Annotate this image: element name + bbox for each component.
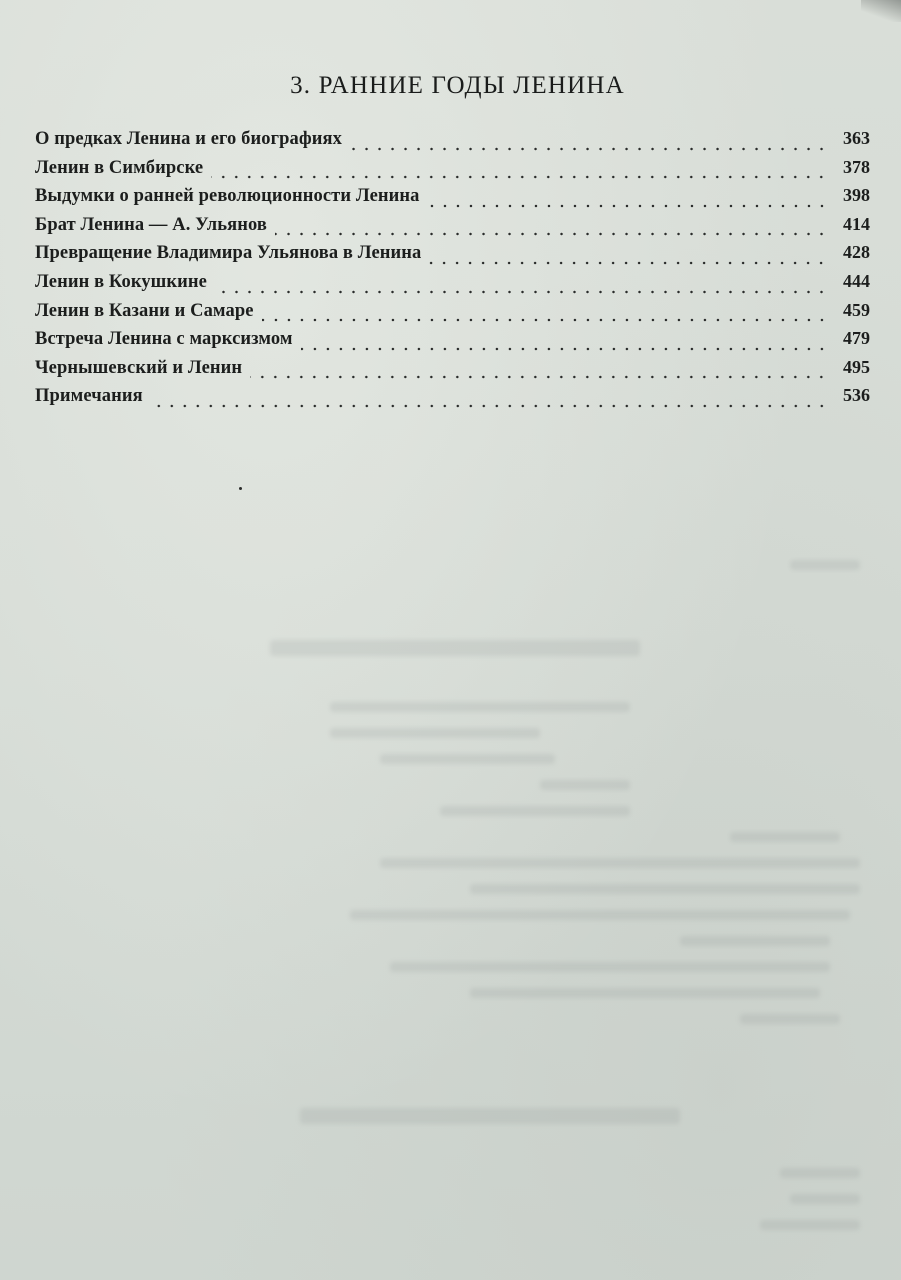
toc-entry-title: Брат Ленина — А. Ульянов (35, 214, 267, 235)
dot-leader (151, 404, 828, 408)
dot-leader (350, 147, 828, 151)
toc-entry-page: 444 (843, 270, 870, 291)
toc-entry (35, 185, 870, 214)
toc-entry-page: 479 (843, 328, 870, 349)
section-title: 3. РАННИЕ ГОДЫ ЛЕНИНА (290, 72, 625, 99)
toc-entry-page: 378 (843, 156, 870, 177)
dot-leader (250, 375, 828, 379)
toc-entry (35, 357, 870, 386)
toc-entry-page: 414 (843, 213, 870, 234)
toc-entry-page: 459 (843, 299, 870, 320)
toc-entry (35, 271, 870, 300)
toc-entry-page: 428 (843, 242, 870, 263)
toc-entry-title: Ленин в Казани и Самаре (35, 300, 254, 321)
toc-entry-page: 536 (843, 385, 870, 406)
toc-entry (35, 300, 870, 329)
toc-entry-title: Ленин в Кокушкине (35, 271, 207, 292)
toc-entry-title: Ленин в Симбирске (35, 157, 204, 178)
dot-leader (262, 318, 828, 322)
page-corner-shadow (861, 0, 901, 22)
toc-entry (35, 328, 870, 357)
dot-leader (301, 347, 828, 351)
dot-leader (211, 175, 828, 179)
toc-entry (35, 385, 870, 414)
toc-entry (35, 242, 870, 271)
dot-leader (275, 232, 828, 236)
toc-entry-page: 363 (843, 128, 870, 148)
ink-speck (239, 487, 242, 490)
toc-entry (35, 157, 870, 186)
dot-leader (428, 204, 828, 208)
toc-entry (35, 214, 870, 243)
table-of-contents (35, 128, 870, 414)
dot-leader (215, 290, 828, 294)
toc-entry-title: Примечания (35, 386, 143, 407)
toc-entry-title: О предках Ленина и его биографиях (35, 129, 342, 149)
toc-entry-title: Чернышевский и Ленин (35, 357, 243, 378)
toc-entry-title: Выдумки о ранней революционности Ленина (35, 186, 420, 207)
dot-leader (429, 261, 828, 265)
toc-entry-page: 495 (843, 356, 870, 377)
toc-entry-page: 398 (843, 185, 870, 206)
toc-entry-title: Встреча Ленина с марксизмом (35, 329, 293, 350)
toc-entry-title: Превращение Владимира Ульянова в Ленина (35, 243, 422, 264)
toc-entry (35, 128, 870, 157)
